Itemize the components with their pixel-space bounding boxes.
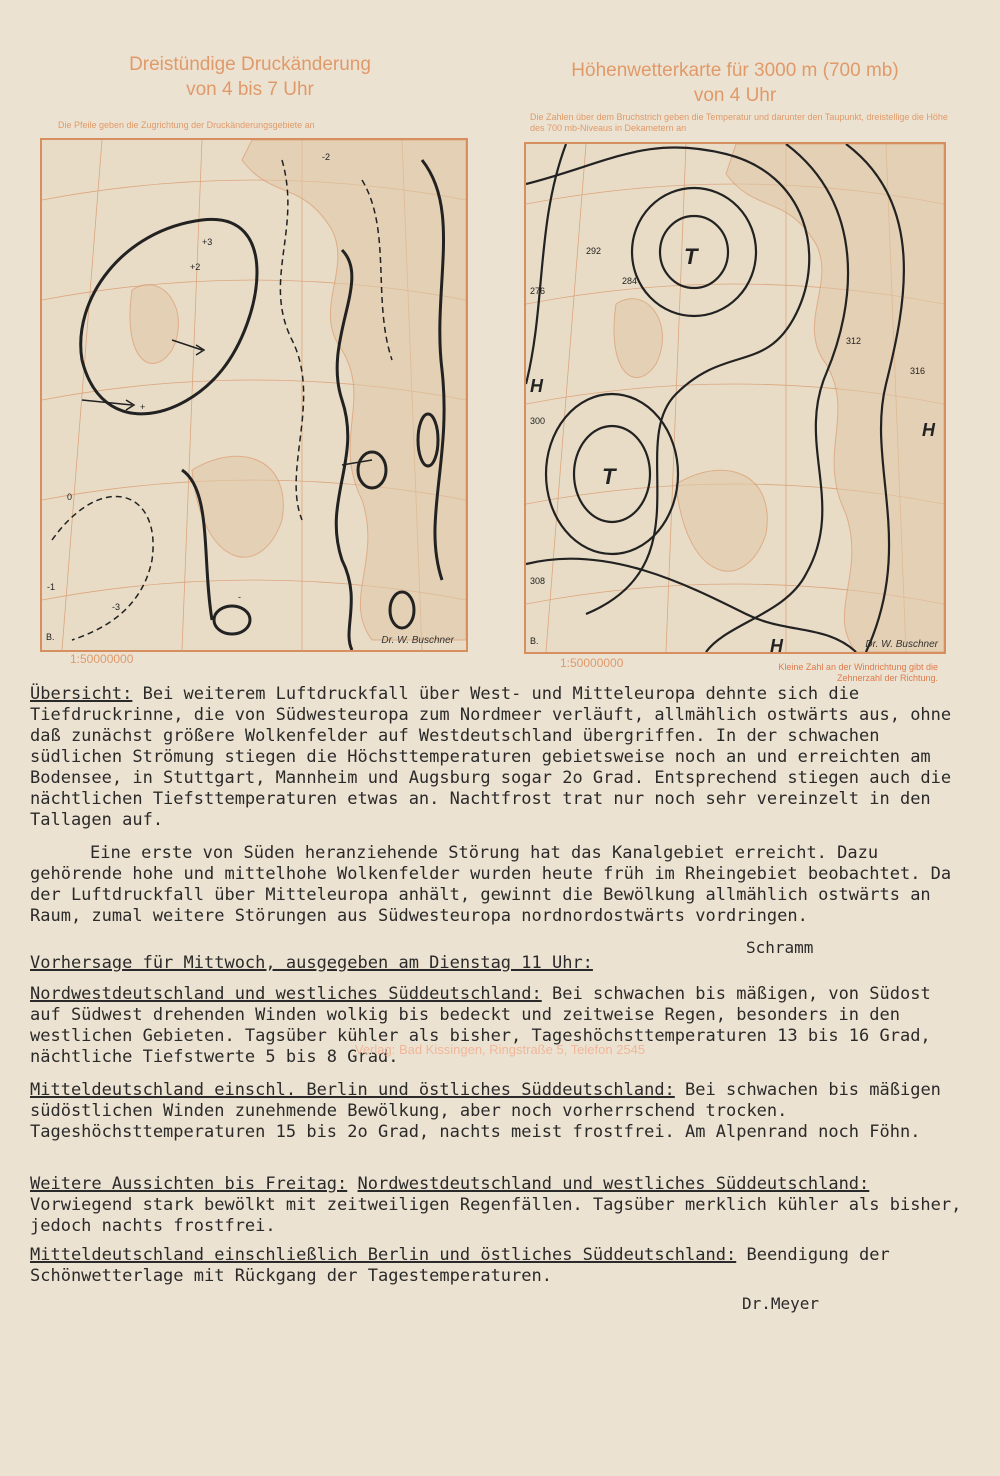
outlook-central-text: Beendigung der Schönwetterlage mit Rückgang der Tagestemperaturen. (30, 1245, 901, 1286)
upper-air-map-svg (526, 144, 944, 652)
left-map-label-plus3: +3 (202, 237, 213, 247)
right-map-height-316: 316 (910, 366, 926, 376)
left-map-label-minus1: -1 (47, 582, 56, 592)
left-map-credit: Dr. W. Buschner (381, 635, 454, 646)
left-map-label-zero: 0 (67, 492, 73, 502)
right-map-credit: Dr. W. Buschner (865, 639, 938, 650)
right-map-title-line1: Höhenwetterkarte für 3000 m (700 mb) (571, 60, 899, 81)
forecast-northwest-heading: Nordwestdeutschland und westliches Süddeutschland: (30, 984, 542, 1004)
left-map-note: Die Pfeile geben die Zugrichtung der Druckänderungsgebiete an (58, 120, 315, 130)
right-map-height-312: 312 (846, 336, 862, 346)
outlook-northwest-text: Vorwiegend stark bewölkt mit zeitweiligen Regenfällen. Tagsüber merklich kühler als bisher, jedoch nachts frostfrei. (30, 1195, 972, 1236)
overview-heading: Übersicht: (30, 684, 133, 704)
pressure-change-map-svg (42, 140, 466, 650)
forecast-central (30, 1080, 960, 1143)
right-map-height-292: 292 (586, 246, 602, 256)
signature-meyer: Dr.Meyer (742, 1294, 820, 1313)
pressure-change-map (40, 138, 468, 652)
left-map-label-minus3: -3 (112, 602, 121, 612)
publisher-footer: Verlag: Bad Kissingen, Ringstraße 5, Telefon 2545 (354, 1042, 646, 1057)
right-map-height-276: 276 (530, 286, 546, 296)
left-map-title-line1: Dreistündige Druckänderung (129, 54, 371, 75)
right-map-title-line2: von 4 Uhr (693, 85, 777, 106)
left-map-coastlines (130, 140, 466, 640)
right-map-high-west: H (530, 376, 543, 396)
left-map-title (60, 52, 440, 102)
forecast-central-heading: Mitteldeutschland einschl. Berlin und östliches Süddeutschland: (30, 1080, 675, 1100)
left-map-label-minus2: -2 (322, 152, 331, 162)
right-map-height-308: 308 (530, 576, 546, 586)
left-map-label-minus: - (238, 592, 241, 602)
overview-paragraph-1: Bei weiterem Luftdruckfall über West- und Mitteleuropa dehnte sich die Tiefdruckrinne, die von Südwesteuropa zum Nordmeer verläuft, allmählich ostwärts aus, ohne daß zunächst größere Wolkenfelder auf Westdeutschland übergriffen. In der schwachen südlichen Strömung stiegen die Höchsttemperaturen gebietsweise noch an und erreichten am Bodensee, in Stuttgart, Mannheim und Augsburg sogar 2o Grad. Entsprechend stiegen auch die nächtlichen Tiefsttemperaturen etwas an. Nachtfrost trat nur noch sehr vereinzelt in den Tallagen auf. (30, 684, 962, 830)
right-map-low-north: T (684, 244, 698, 269)
outlook-heading: Weitere Aussichten bis Freitag: (30, 1174, 348, 1194)
forecast-heading: Vorhersage für Mittwoch, ausgegeben am Dienstag 11 Uhr: (30, 953, 593, 973)
right-map-high-south: H (770, 636, 783, 652)
left-map-label-plus: + (140, 402, 146, 412)
right-map-corner-label: B. (530, 636, 539, 646)
left-map-scale: 1:50000000 (70, 652, 134, 666)
upper-air-map (524, 142, 946, 654)
outlook-central-heading: Mitteldeutschland einschließlich Berlin und östliches Süddeutschland: (30, 1245, 737, 1265)
left-map-label-plus2: +2 (190, 262, 201, 272)
right-map-legend-note: Kleine Zahl an der Windrichtung gibt die Zehnerzahl der Richtung. (778, 662, 938, 683)
forecast-central-text: Bei schwachen bis mäßigen südöstlichen Winden zunehmende Bewölkung, aber noch vorherrschend trocken. Tageshöchsttemperaturen 15 bis 2o Grad, nachts meist frostfrei. Am Alpenrand noch Föhn. (30, 1080, 952, 1142)
right-map-height-284: 284 (622, 276, 638, 286)
left-map-corner-label: B. (46, 632, 55, 642)
outlook-section (30, 1174, 970, 1237)
overview-paragraph-2: Eine erste von Süden heranziehende Störung hat das Kanalgebiet erreicht. Dazu gehörende hohe und mittelhohe Wolkenfelder wurden heute früh im Rheingebiet beobachtet. Da der Luftdruckfall über Mitteleuropa anhält, gewinnt die Bewölkung allmählich ostwärts an Raum, zumal weitere Störungen aus Südwesteuropa nordnordostwärts vordringen. (30, 843, 962, 926)
right-map-title (540, 58, 930, 108)
left-map-arrows (82, 340, 372, 465)
outlook-central (30, 1245, 970, 1287)
overview-section (30, 684, 960, 831)
outlook-northwest-heading: Nordwestdeutschland und westliches Süddeutschland: (357, 1174, 870, 1194)
right-map-high-east: H (922, 420, 935, 440)
right-map-low-west: T (602, 464, 616, 489)
left-map-title-line2: von 4 bis 7 Uhr (186, 79, 314, 100)
right-map-scale: 1:50000000 (560, 656, 624, 670)
signature-schramm: Schramm (746, 938, 814, 957)
right-map-note: Die Zahlen über dem Bruchstrich geben die Temperatur und darunter den Taupunkt, dreistellige die Höhe des 700 mb-Niveaus in Dekametern an (530, 112, 948, 133)
right-map-height-300: 300 (530, 416, 546, 426)
forecast-northwest-text: Bei schwachen bis mäßigen, von Südost auf Südwest drehenden Winden wolkig bis bedeckt und zeitweise Regen, besonders in den westlichen Gebieten. Tagsüber kühler als bisher, Tageshöchsttemperaturen 13 bis 16 Grad, nächtliche Tiefstwerte 5 bis 8 Grad. (30, 984, 941, 1067)
